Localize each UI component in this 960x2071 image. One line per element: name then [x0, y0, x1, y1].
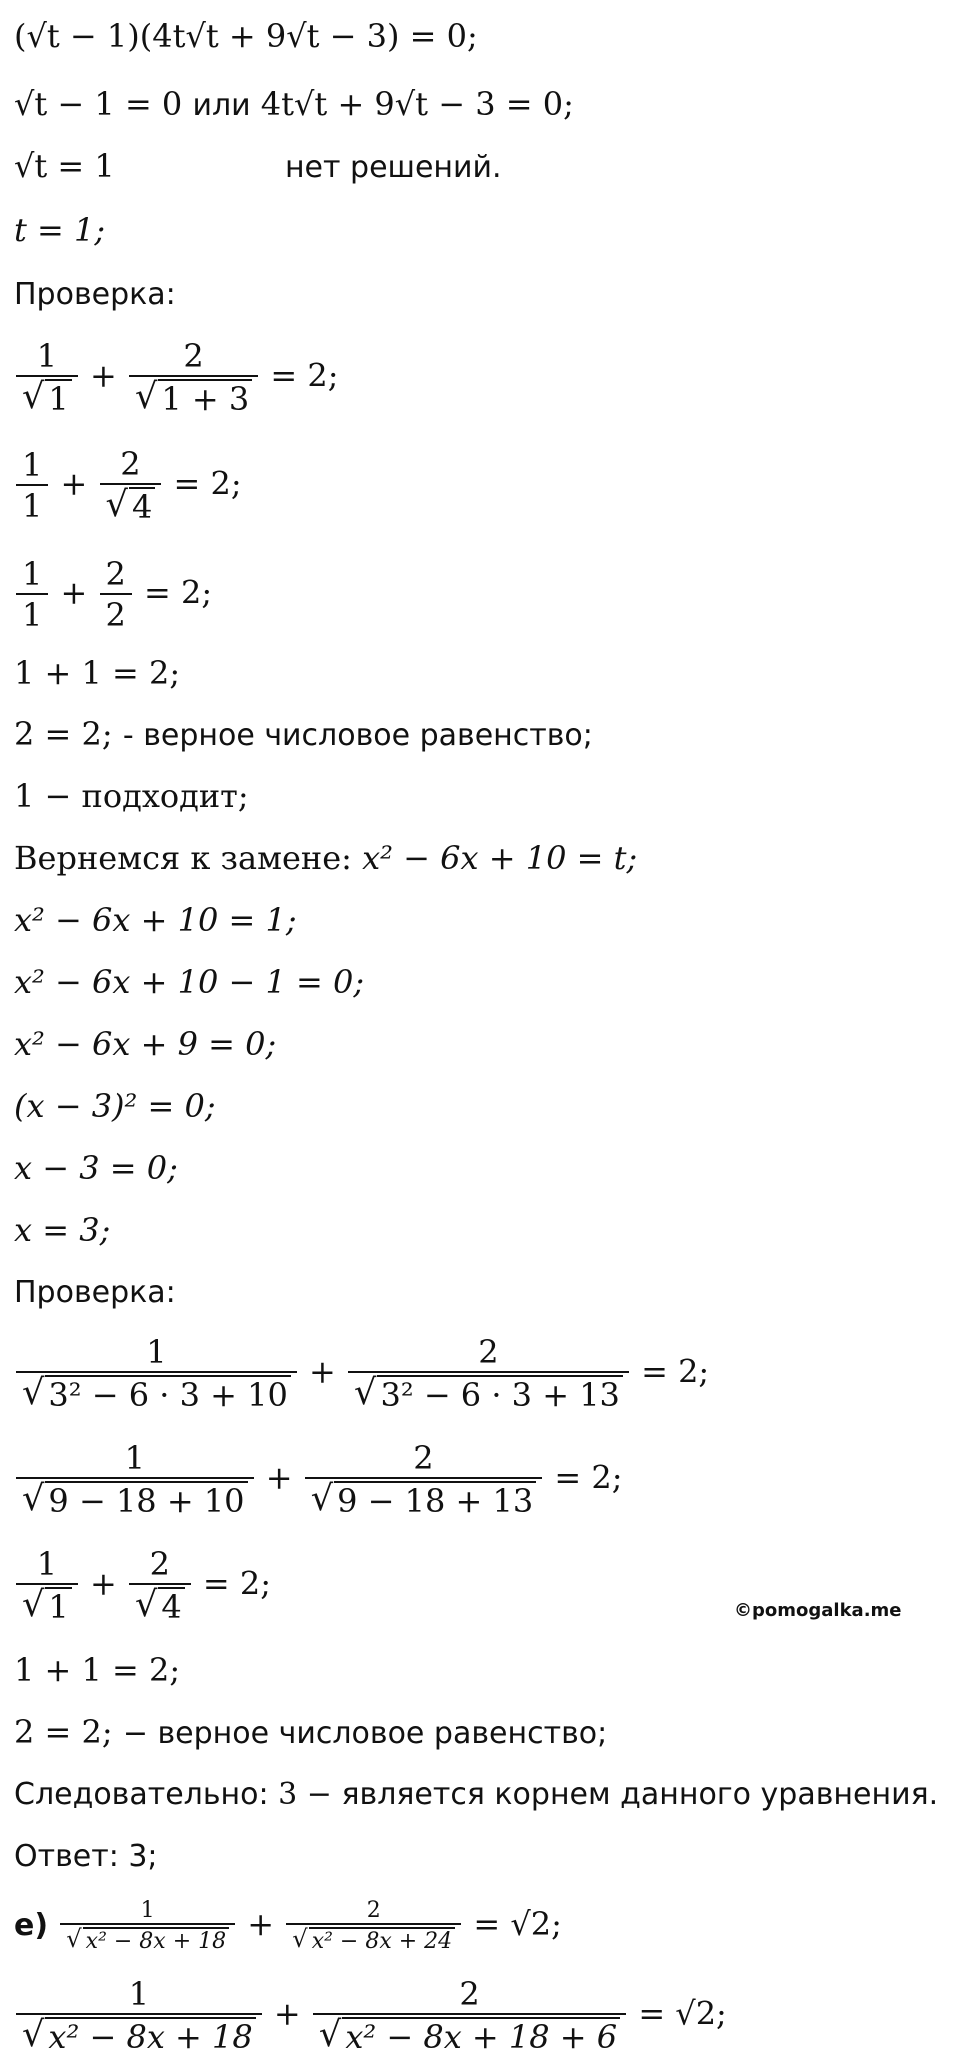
equation-line-15: x² − 6x + 10 − 1 = 0; — [14, 963, 365, 1001]
equation-line-16: x² − 6x + 9 = 0; — [14, 1025, 277, 1063]
equation-line-17: (x − 3)² = 0; — [14, 1087, 216, 1125]
equation-line-3: √t = 1 нет решений. — [14, 147, 502, 185]
check-heading-1: Проверка: — [14, 277, 176, 312]
check-line-fractions-5: 1 √ 9 − 18 + 10 + 2 √ 9 − 18 + 13 = 2; — [14, 1440, 623, 1520]
equation-line-4: t = 1; — [14, 211, 106, 249]
fraction: 1 √ 1 — [16, 338, 78, 418]
equation-line-12: 1 − подходит; — [14, 777, 249, 815]
equation-line-18: x − 3 = 0; — [14, 1149, 178, 1187]
equation-line-19: x = 3; — [14, 1211, 111, 1249]
check-line-fractions-2: $\frac{1}{1}$ + 2 √ 4 = 2; — [14, 446, 242, 526]
conclusion-line: Следовательно: 3 − является корнем данного уравнения. — [14, 1777, 939, 1812]
equation-line-1: (√t − 1)(4t√t + 9√t − 3) = 0; — [14, 17, 478, 55]
check-line-fractions-1: 1 √ 1 + 2 √ 1 + 3 = 2; — [14, 338, 339, 418]
equation-line-11: 2 = 2; - верное числовое равенство; — [14, 715, 593, 753]
equation-line-10: 1 + 1 = 2; — [14, 654, 181, 692]
check-line-fractions-6: 1 √ 1 + 2 √ 4 = 2; — [14, 1546, 271, 1626]
check-line-fractions-3: $\frac{1}{1}$ + $\frac{2}{2}$ = 2; — [14, 556, 212, 634]
task-e-line: е) 1 √ x² − 8x + 18 + 2 √ x² − 8x + 24 = √2; — [14, 1898, 562, 1955]
watermark: ©pomogalka.me — [734, 1600, 902, 1621]
equation-line-24: 1 + 1 = 2; — [14, 1651, 181, 1689]
check-heading-2: Проверка: — [14, 1275, 176, 1310]
equation-line-25: 2 = 2; − верное числовое равенство; — [14, 1713, 608, 1751]
fraction: 2 √ 1 + 3 — [129, 338, 258, 418]
equation-line-13: Вернемся к замене: x² − 6x + 10 = t; — [14, 839, 638, 877]
answer-line: Ответ: 3; — [14, 1839, 158, 1874]
equation-line-2: √t − 1 = 0 или 4t√t + 9√t − 3 = 0; — [14, 85, 574, 123]
task-e-line-2: 1 √ x² − 8x + 18 + 2 √ x² − 8x + 18 + 6 = √2; — [14, 1976, 727, 2056]
equation-line-14: x² − 6x + 10 = 1; — [14, 901, 297, 939]
check-line-fractions-4: 1 √ 3² − 6 · 3 + 10 + 2 √ 3² − 6 · 3 + 13 = 2; — [14, 1334, 709, 1414]
